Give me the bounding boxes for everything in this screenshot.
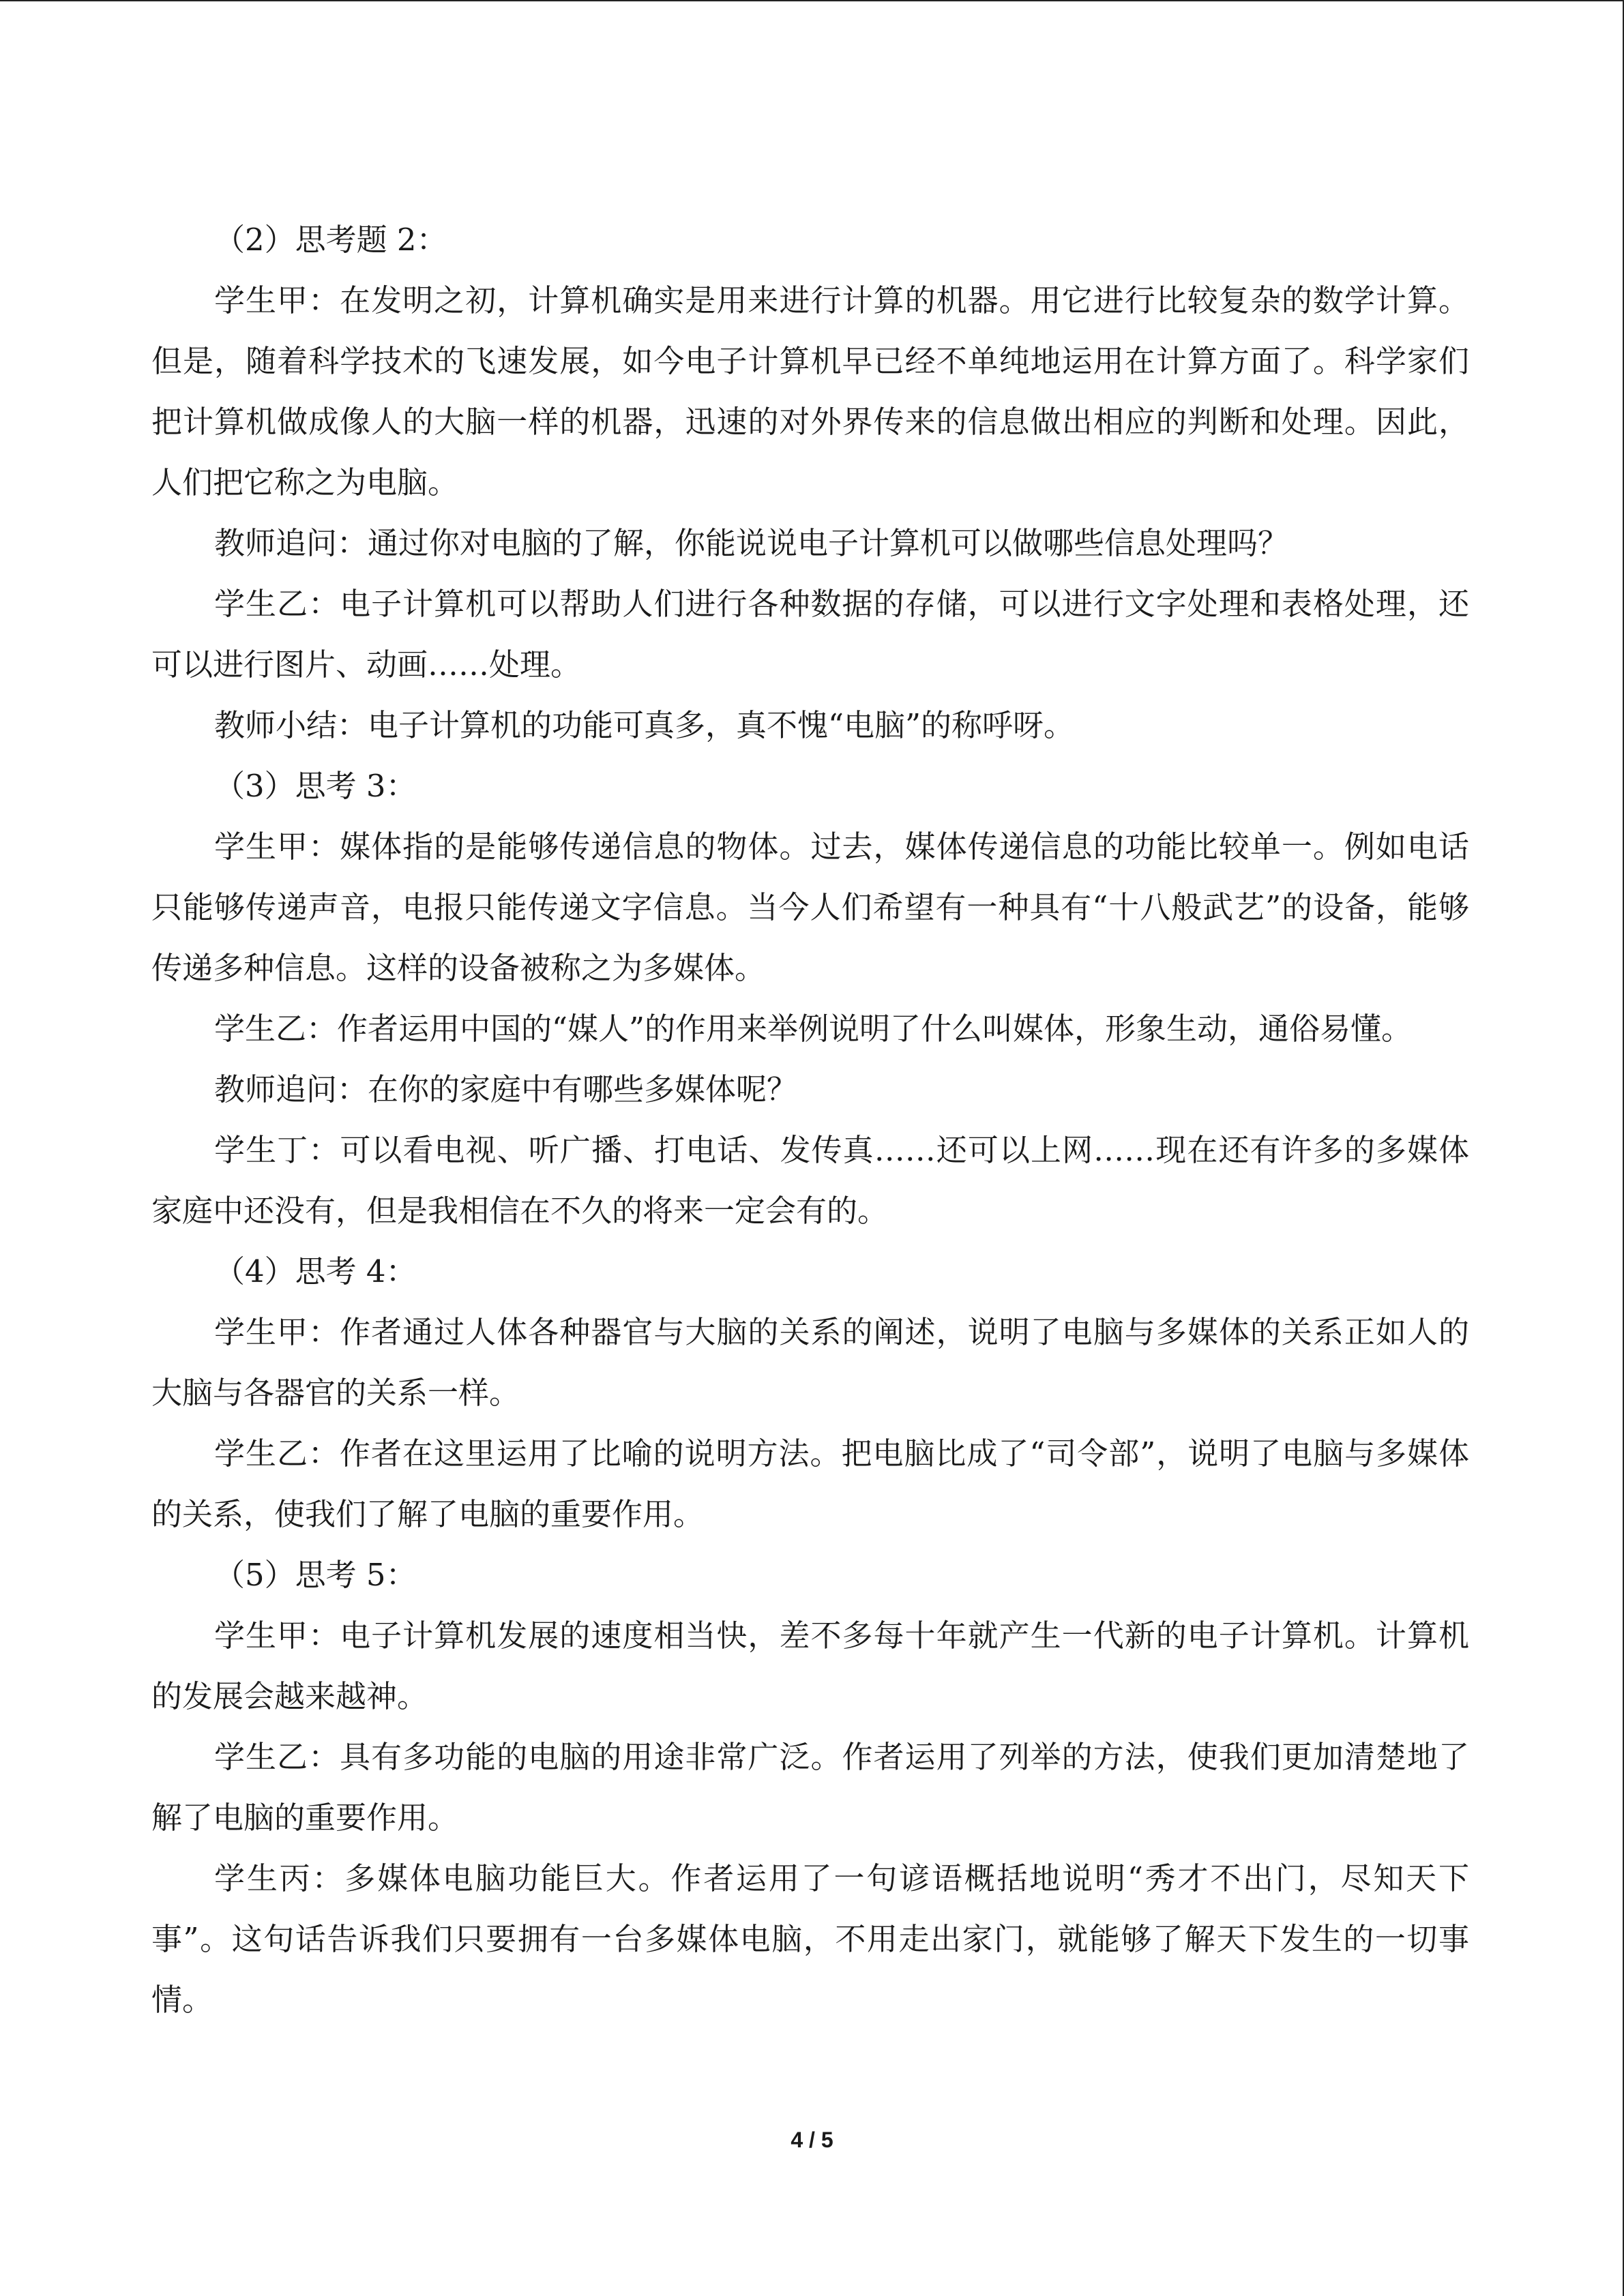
paragraph: 学生乙：电子计算机可以帮助人们进行各种数据的存储，可以进行文字处理和表格处理，还可以进行图片、动画……处理。 (151, 586, 1469, 683)
paragraph: 学生丙：多媒体电脑功能巨大。作者运用了一句谚语概括地说明“秀才不出门，尽知天下事”。这句话告诉我们只要拥有一台多媒体电脑，不用走出家门，就能够了解天下发生的一切事情。 (151, 1860, 1469, 2018)
paragraph: 教师追问：在你的家庭中有哪些多媒体呢？ (214, 1071, 798, 1107)
paragraph: 学生甲：作者通过人体各种器官与大脑的关系的阐述，说明了电脑与多媒体的关系正如人的大脑与各器官的关系一样。 (151, 1314, 1469, 1411)
paragraph: 学生乙：作者运用中国的“媒人”的作用来举例说明了什么叫媒体，形象生动，通俗易懂。 (214, 1011, 1413, 1047)
section-heading: （2）思考题 2： (214, 222, 447, 258)
document-body (151, 209, 1469, 2030)
paragraph: 学生丁：可以看电视、听广播、打电话、发传真……还可以上网……现在还有许多的多媒体家庭中还没有，但是我相信在不久的将来一定会有的。 (151, 1132, 1469, 1229)
section-heading: （3）思考 3： (214, 768, 417, 804)
paragraph: 学生甲：媒体指的是能够传递信息的物体。过去，媒体传递信息的功能比较单一。例如电话只能够传递声音，电报只能传递文字信息。当今人们希望有一种具有“十八般武艺”的设备，能够传递多种信息。这样的设备被称之为多媒体。 (151, 829, 1469, 986)
paragraph: 教师追问：通过你对电脑的了解，你能说说电子计算机可以做哪些信息处理吗？ (214, 525, 1289, 561)
paragraph: 学生乙：作者在这里运用了比喻的说明方法。把电脑比成了“司令部”，说明了电脑与多媒体的关系，使我们了解了电脑的重要作用。 (151, 1435, 1469, 1532)
paragraph: 学生甲：电子计算机发展的速度相当快，差不多每十年就产生一代新的电子计算机。计算机的发展会越来越神。 (151, 1617, 1469, 1714)
paragraph: 教师小结：电子计算机的功能可真多，真不愧“电脑”的称呼呀。 (214, 707, 1075, 743)
section-heading: （4）思考 4： (214, 1253, 417, 1289)
paragraph: 学生乙：具有多功能的电脑的用途非常广泛。作者运用了列举的方法，使我们更加清楚地了解了电脑的重要作用。 (151, 1739, 1469, 1836)
paragraph: 学生甲：在发明之初，计算机确实是用来进行计算的机器。用它进行比较复杂的数学计算。但是，随着科学技术的飞速发展，如今电子计算机早已经不单纯地运用在计算方面了。科学家们把计算机做成像人的大脑一样的机器，迅速的对外界传来的信息做出相应的判断和处理。因此，人们把它称之为电脑。 (151, 282, 1469, 501)
section-heading: （5）思考 5： (214, 1557, 417, 1593)
page-number: 4 / 5 (791, 2128, 833, 2152)
